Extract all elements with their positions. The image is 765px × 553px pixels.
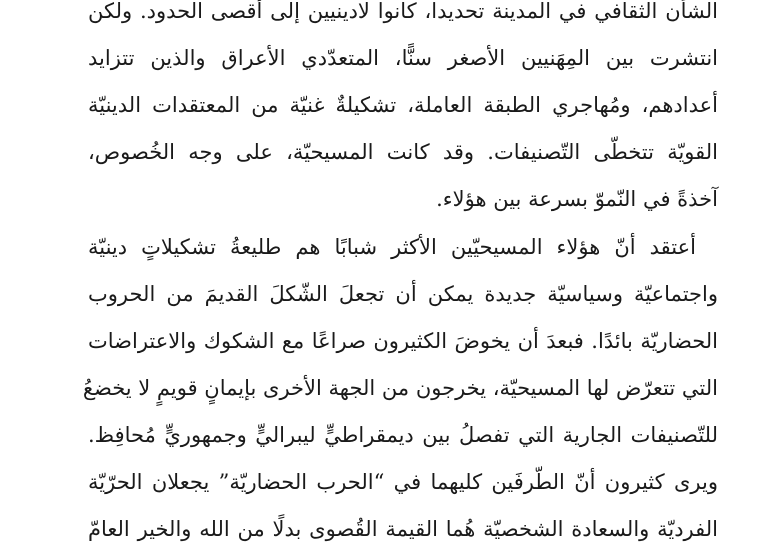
text-line: واجتماعيّة وسياسيّة جديدة يمكن أن تجعلَ الشّكلَ القديمَ من الحروب	[88, 282, 718, 306]
text-line: ويرى كثيرون أنّ الطّرفَين كليهما في “الحرب الحضاريّة” يجعلان الحرّيّة	[88, 470, 718, 494]
text-line: الحضاريّة بائدًا. فبعدَ أن يخوضَ الكثيرون صراعًا مع الشكوك والاعتراضات	[88, 329, 718, 353]
text-line: القويّة تتخطّى التّصنيفات. وقد كانت المسيحيّة، على وجه الخُصوص،	[88, 140, 718, 164]
text-line: أعتقد أنّ هؤلاء المسيحيّين الأكثر شبابًا هم طليعةُ تشكيلاتٍ دينيّة	[88, 235, 696, 259]
paragraph-1	[88, 0, 718, 223]
text-line: للتّصنيفات الجارية التي تفصلُ بين ديمقراطيٍّ ليبراليٍّ وجمهوريٍّ مُحافِظ.	[88, 423, 718, 447]
text-line: انتشرت بين المِهَنيين الأصغر سنًّا، المتعدّدي الأعراق والذين تتزايد	[88, 46, 718, 70]
text-line: الشأن الثقافي في المدينة تحديدا، كانوا لادينيين إلى أقصى الحدود. ولكن	[88, 0, 718, 23]
text-line: أعدادهم، ومُهاجري الطبقة العاملة، تشكيلةٌ غنيّة من المعتقدات الدينيّة	[88, 93, 718, 117]
text-line: الفرديّة والسعادة الشخصيّة هُما القيمة القُصوى بدلًا من الله والخير العامّ	[88, 517, 718, 541]
text-line: التي تتعرّض لها المسيحيّة، يخرجون من الجهة الأخرى بإيمانٍ قويمٍ لا يخضعُ	[82, 376, 718, 400]
paragraph-2	[82, 224, 718, 553]
text-line: آخذةً في النّموّ بسرعة بين هؤلاء.	[436, 187, 718, 211]
